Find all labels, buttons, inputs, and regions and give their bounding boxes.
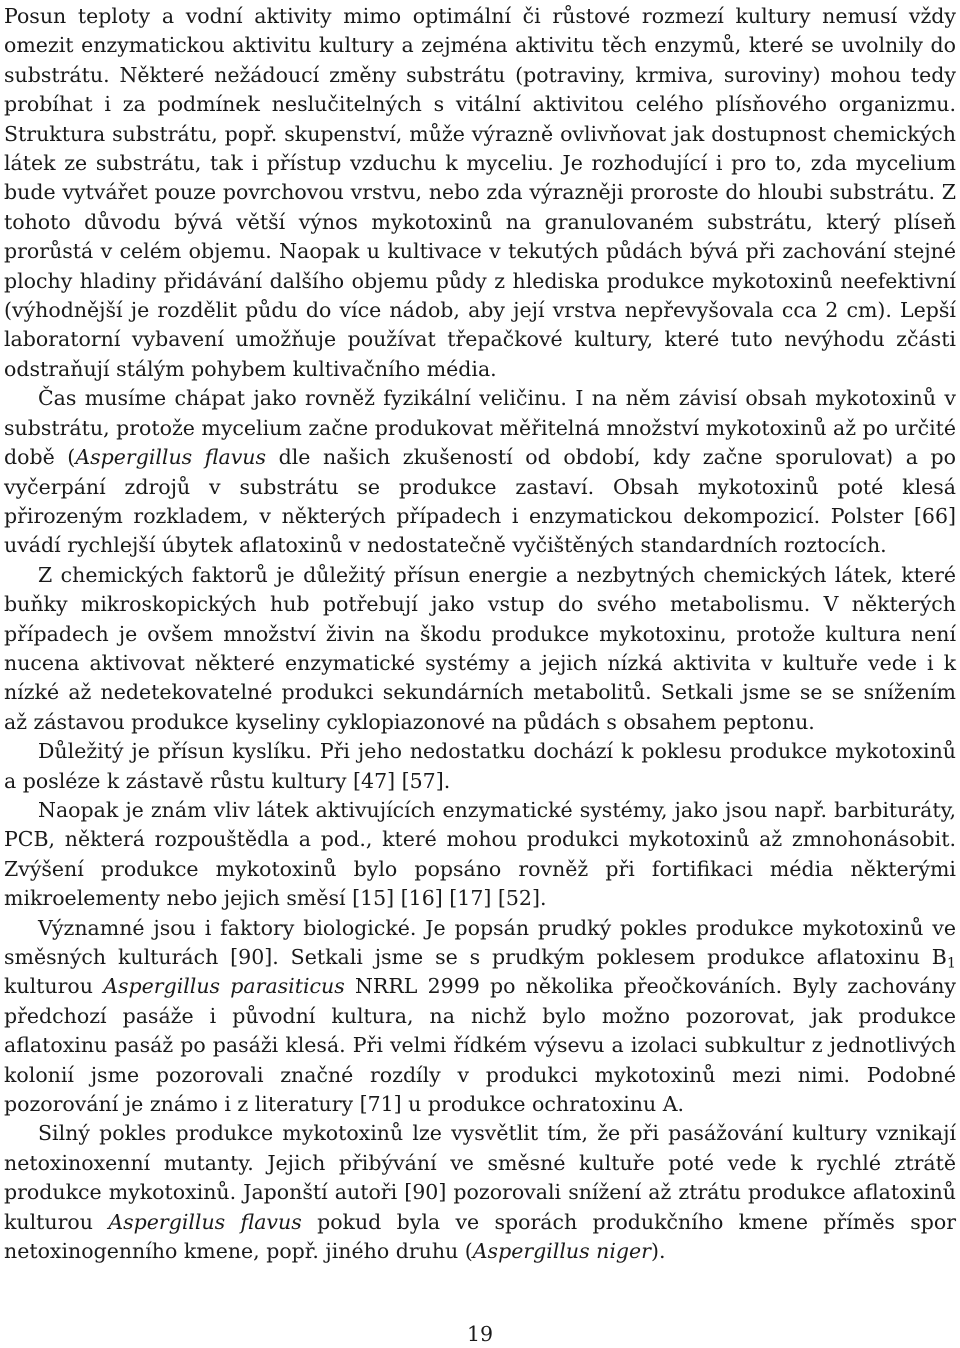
paragraph-text: NRRL 2999 po několika přeočkováních. Byly zachovány předchozí pasáže i původní kultura, na nichž bylo možno pozorovat, jak produkce aflatoxinu pasáž po pasáži klesá. Při velmi řídkém výsevu a izolaci subkultur z jednotlivých kolonií jsme pozorovali značné rozdíly v produkci mykotoxinů mezi nimi. Podobné pozorování je známo i z literatury [71] u produkce ochratoxinu A. — [4, 974, 956, 1117]
paragraph — [4, 2, 956, 384]
italic-text: Aspergillus niger — [472, 1239, 651, 1264]
italic-text: Aspergillus parasiticus — [103, 974, 345, 999]
paragraph-text: Silný pokles produkce mykotoxinů lze vysvětlit tím, že při pasážování kultury vznikají netoxinoxenní mutanty. Jejich přibývání ve směsné kultuře poté vede k rychlé ztrátě produkce mykotoxinů. Japonští autoři [90] pozorovali snížení až ztrátu produkce aflatoxinů kulturou — [4, 1121, 956, 1234]
paragraph — [4, 384, 956, 560]
paragraph-text: Naopak je znám vliv látek aktivujících enzymatické systémy, jako jsou např. barbituráty, PCB, některá rozpouštědla a pod., které mohou produkci mykotoxinů až zmnohonásobit. Zvýšení produkce mykotoxinů bylo popsáno rovněž při fortifikaci média některými mikroelementy nebo jejich směsí [15] [16] [17] [52]. — [4, 797, 956, 911]
paragraph-text: kulturou — [4, 974, 104, 999]
paragraph — [4, 737, 956, 796]
paragraph-text: Čas musíme chápat jako rovněž fyzikální veličinu. I na něm závisí obsah mykotoxinů v substrátu, protože mycelium začne produkovat měřitelná množství mykotoxinů až po určité době ( — [4, 386, 956, 470]
paragraph — [4, 561, 956, 737]
subscript-text: 1 — [946, 955, 956, 972]
paragraph-text: Významné jsou i faktory biologické. Je popsán prudký pokles produkce mykotoxinů ve směsných kulturách [90]. Setkali jsme se s prudkým poklesem produkce aflatoxinu B — [4, 915, 956, 969]
italic-text: Aspergillus flavus — [75, 445, 266, 470]
paragraph-text: Z chemických faktorů je důležitý přísun energie a nezbytných chemických látek, které buňky mikroskopických hub potřebují jako vstup do svého metabolismu. V některých případech je ovšem množství živin na škodu produkce mykotoxinu, protože kultura není nucena aktivovat některé enzymatické systémy a jejich nízká aktivita v kultuře vede i k nízké až nedetekovatelné produkci sekundárních metabolitů. Setkali jsme se se snížením až zástavou produkce kyseliny cyklopiazonové na půdách s obsahem peptonu. — [4, 562, 956, 734]
document-page — [4, 2, 956, 1266]
paragraph — [4, 914, 956, 1120]
paragraph — [4, 796, 956, 914]
paragraph-text: pokud byla ve sporách produkčního kmene příměs spor netoxinogenního kmene, popř. jiného druhu ( — [4, 1209, 956, 1264]
paragraph-text: Posun teploty a vodní aktivity mimo optimální či růstové rozmezí kultury nemusí vždy omezit enzymatickou aktivitu kultury a zejména aktivitu těch enzymů, které se uvolnily do substrátu. Některé nežádoucí změny substrátu (potraviny, krmiva, suroviny) mohou tedy probíhat i za podmínek neslučitelných s vitální aktivitou celého plísňového organizmu. Struktura substrátu, popř. skupenství, může výrazně ovlivňovat jak dostupnost chemických látek ze substrátu, tak i přístup vzduchu k myceliu. Je rozhodující i pro to, zda mycelium bude vytvářet pouze povrchovou vrstvu, nebo zda výrazněji proroste do hloubi substrátu. Z tohoto důvodu bývá větší výnos mykotoxinů na granulovaném substrátu, který plíseň prorůstá v celém objemu. Naopak u kultivace v tekutých půdách bývá při zachování stejné plochy hladiny přidávání dalšího objemu půdy z hlediska produkce mykotoxinů neefektivní (výhodnější je rozdělit půdu do více nádob, aby její vrstva nepřevyšovala cca 2 cm). Lepší laboratorní vybavení umožňuje používat třepačkové kultury, které tuto nevýhodu zčásti odstraňují stálým pohybem kultivačního média. — [4, 4, 956, 381]
paragraph-text: ). — [650, 1239, 666, 1264]
paragraph — [4, 1119, 956, 1266]
paragraph-text: Důležitý je přísun kyslíku. Při jeho nedostatku dochází k poklesu produkce mykotoxinů a posléze k zástavě růstu kultury [47] [57]. — [4, 739, 956, 793]
paragraph-text: dle našich zkušeností od období, kdy začne sporulovat) a po vyčerpání zdrojů v substrátu se produkce zastaví. Obsah mykotoxinů poté klesá přirozeným rozkladem, v některých případech i enzymatickou dekompozicí. Polster [66] uvádí rychlejší úbytek aflatoxinů v nedostatečně vyčištěných standardních roztocích. — [4, 445, 956, 558]
italic-text: Aspergillus flavus — [108, 1209, 302, 1234]
page-number: 19 — [466, 1322, 494, 1346]
